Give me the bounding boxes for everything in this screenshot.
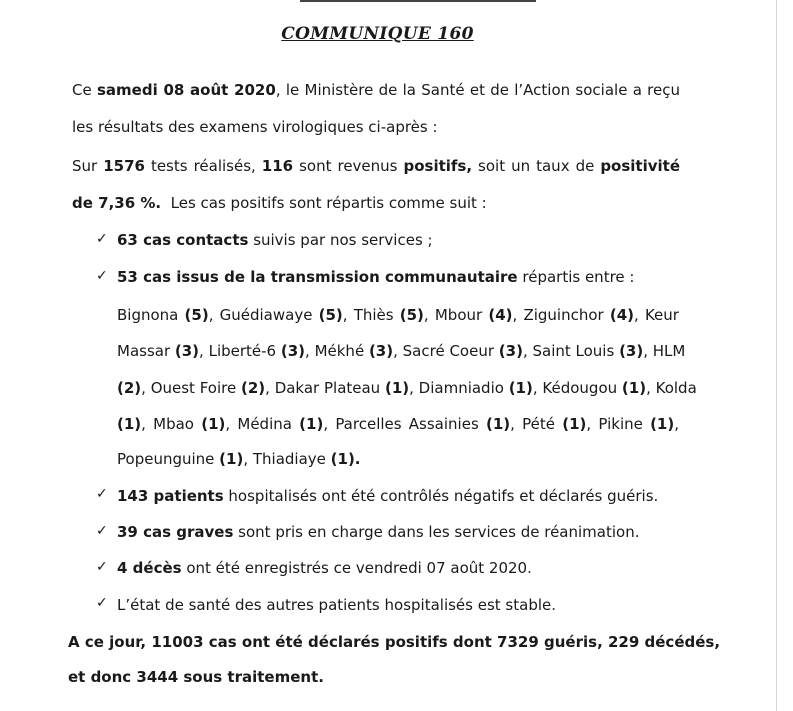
check-icon: ✓ (96, 486, 108, 502)
location-separator: , (265, 379, 275, 397)
location-separator: , (643, 342, 653, 360)
location-separator: , (208, 306, 220, 324)
location-name: Massar (117, 342, 175, 360)
location-separator: , (342, 306, 354, 324)
location-separator: , (532, 379, 543, 397)
document-title: COMMUNIQUE 160 (281, 24, 474, 44)
location-count: (3) (280, 342, 306, 360)
location-name: Pété (522, 415, 563, 433)
location-name: Diamniadio (418, 379, 509, 397)
summary-line-1: A ce jour, 11003 cas ont été déclarés positifs dont 7329 guéris, 229 décédés, (68, 633, 721, 651)
top-rule (300, 0, 536, 2)
location-separator: , (674, 415, 680, 433)
check-icon: ✓ (96, 231, 108, 247)
location-count: (5) (318, 306, 343, 324)
location-count: (1) (562, 415, 587, 433)
location-count: (4) (488, 306, 513, 324)
location-separator: , (510, 415, 523, 433)
location-count: (3) (174, 342, 200, 360)
location-count: (5) (399, 306, 424, 324)
location-separator: , (141, 415, 154, 433)
locations-row-1 (117, 305, 679, 325)
intro-line-1: Ce samedi 08 août 2020, le Ministère de la Santé et de l’Action sociale a reçu (72, 81, 680, 99)
location-separator: , (199, 342, 209, 360)
location-name: Ouest Foire (150, 379, 241, 397)
location-name: Dakar Plateau (274, 379, 385, 397)
location-name: Popeunguine (117, 450, 220, 468)
bullet-deaths: 4 décès ont été enregistrés ce vendredi 07 août 2020. (117, 559, 532, 577)
location-separator: , (634, 306, 645, 324)
location-count: (3) (619, 342, 644, 360)
check-icon: ✓ (96, 559, 108, 575)
location-name: Sacré Coeur (402, 342, 499, 360)
location-name: Ziguinchor (523, 306, 610, 324)
location-separator: , (323, 415, 336, 433)
location-name: Guédiawaye (219, 306, 319, 324)
location-separator: , (423, 306, 435, 324)
locations-row-4 (117, 414, 679, 434)
intro-line-2: les résultats des examens virologiques ci-après : (72, 118, 438, 136)
location-name: Thiadiaye (252, 450, 331, 468)
location-name: Mbour (434, 306, 489, 324)
location-name: Parcelles Assainies (335, 415, 486, 433)
summary-line-2: et donc 3444 sous traitement. (68, 668, 324, 686)
location-count: (1) (201, 415, 226, 433)
location-count: (5) (184, 306, 209, 324)
location-name: Keur (644, 306, 679, 324)
location-count: (1) (508, 379, 533, 397)
location-name: Liberté-6 (208, 342, 281, 360)
location-name: Mbao (153, 415, 202, 433)
location-name: Médina (237, 415, 300, 433)
location-count: (1) (650, 415, 675, 433)
location-count: (1) (621, 379, 647, 397)
check-icon: ✓ (96, 268, 108, 284)
location-name: Kolda (655, 379, 697, 397)
bullet-community: 53 cas issus de la transmission communautaire répartis entre : (117, 268, 635, 286)
location-count: (3) (368, 342, 394, 360)
bullet-recovered: 143 patients hospitalisés ont été contrôlés négatifs et déclarés guéris. (117, 487, 659, 505)
location-separator: , (243, 450, 253, 468)
location-count: (1) (117, 415, 142, 433)
locations-row-2 (117, 341, 686, 361)
location-separator: , (646, 379, 656, 397)
location-count: (4) (609, 306, 635, 324)
location-separator: , (586, 415, 599, 433)
location-count: (2) (117, 379, 142, 397)
location-name: Mékhé (314, 342, 369, 360)
location-count: (1) (384, 379, 410, 397)
intro-line-4: de 7,36 %. Les cas positifs sont répartis comme suit : (72, 194, 487, 212)
location-count: (1) (299, 415, 324, 433)
location-count: (2) (240, 379, 266, 397)
location-separator: , (512, 306, 524, 324)
check-icon: ✓ (96, 595, 108, 611)
location-separator: , (522, 342, 533, 360)
location-separator: , (305, 342, 315, 360)
location-name: HLM (652, 342, 686, 360)
location-name: Kédougou (542, 379, 622, 397)
location-separator: , (225, 415, 238, 433)
location-count: (1). (330, 450, 361, 468)
location-count: (3) (498, 342, 523, 360)
location-separator: , (393, 342, 403, 360)
location-count: (1) (219, 450, 244, 468)
locations-row-3 (117, 378, 697, 398)
check-icon: ✓ (96, 523, 108, 539)
location-name: Pikine (598, 415, 651, 433)
locations-row-5 (117, 449, 361, 469)
location-name: Saint Louis (532, 342, 620, 360)
location-count: (1) (485, 415, 511, 433)
bullet-severe: 39 cas graves sont pris en charge dans les services de réanimation. (117, 523, 640, 541)
location-name: Bignona (117, 306, 185, 324)
bullet-contacts: 63 cas contacts suivis par nos services ; (117, 231, 433, 249)
location-separator: , (409, 379, 419, 397)
bullet-stable: L’état de santé des autres patients hospitalisés est stable. (117, 596, 556, 614)
page-edge (776, 0, 777, 711)
location-name: Thiès (353, 306, 400, 324)
location-separator: , (141, 379, 151, 397)
intro-line-3: Sur 1576 tests réalisés, 116 sont revenus positifs, soit un taux de positivité (72, 157, 680, 175)
